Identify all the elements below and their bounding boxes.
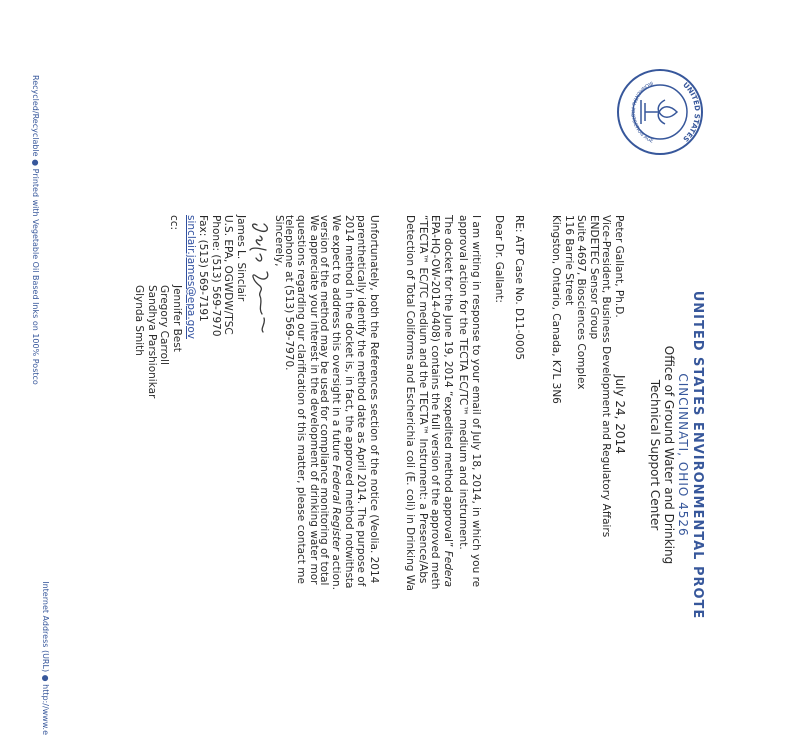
paragraph-line: “TECTA™ EC/TC medium and the TECTA™ Instrument: a Presence/Abs — [417, 215, 429, 584]
paragraph-italic-text: Federal Register — [330, 464, 343, 551]
salutation: Dear Dr. Gallant: — [493, 215, 505, 303]
recipient-line: Suite 4697, Biosciences Complex — [575, 215, 588, 390]
paragraph-text: The docket for the June 19, 2014 “expedited method approval” — [442, 215, 454, 551]
paragraph-line: version of the method may be used for compliance monitoring of total — [318, 215, 330, 586]
cc-label: cc: — [168, 215, 180, 231]
letter-date: July 24, 2014 — [613, 375, 627, 454]
page-footer — [31, 75, 50, 735]
recipient-address — [550, 215, 625, 537]
cc-name: Glynda Smith — [133, 285, 146, 356]
paragraph-line: We appreciate your interest in the development of drinking water mor — [308, 215, 320, 585]
cc-name: Jennifer Best — [171, 285, 183, 352]
epa-seal — [611, 67, 705, 157]
recipient-line: Vice-President, Business Development and Regulatory Affairs — [600, 215, 613, 538]
sender-line: James L. Sinclair — [235, 215, 247, 302]
paragraph-line: Unfortunately, both the References section of the notice (Veolia. 2014 — [368, 215, 380, 584]
paragraph-line: telephone at (513) 569-7970. — [283, 215, 295, 371]
office-subname: Technical Support Center — [648, 379, 662, 531]
seal-top-text: UNITED STATES — [681, 80, 702, 144]
recipient-line: Peter Gallant, Ph.D. — [613, 215, 625, 318]
paragraph-line: Detection of Total Coliforms and Escherichia coli (E. coli) in Drinking Wa — [404, 215, 417, 591]
sender-block — [185, 215, 248, 339]
recipient-line: 116 Barrie Street — [563, 215, 575, 306]
paragraph-4 — [283, 215, 321, 584]
closing: Sincerely, — [273, 215, 285, 267]
cc-name: Gregory Carroll — [158, 285, 171, 365]
paragraph-line: parenthetically identify the method date as April 2014. The purpose of — [355, 215, 368, 587]
sender-email-link[interactable]: sinclair.james@epa.gov — [185, 215, 197, 339]
sender-line: Phone: (513) 569-7970 — [210, 215, 222, 337]
paragraph-italic-text: Federa — [442, 550, 454, 588]
rotated-letter — [5, 75, 705, 735]
agency-name: UNITED STATES ENVIRONMENTAL PROTE — [690, 290, 705, 620]
seal-flower-icon — [641, 100, 677, 124]
recipient-line: Kingston, Ontario, Canada, K7L 3N6 — [550, 215, 563, 404]
paragraph-1 — [457, 215, 482, 587]
seal-bottom-text: IRONMENTAL PROTECTION AGE — [629, 79, 655, 145]
re-line: RE: ATP Case No. D11-0005 — [513, 215, 525, 361]
paragraph-line: approval action for the TECTA EC/TC™ medium and instrument. — [457, 215, 470, 550]
paragraph-3 — [318, 215, 381, 590]
svg-text:UNITED STATES — [681, 81, 701, 143]
paragraph-2 — [404, 215, 454, 591]
letterhead — [648, 195, 705, 715]
cc-list — [133, 285, 183, 398]
paragraph-line: 2014 method in the docket is, in fact, the approved method notwithsta — [343, 215, 355, 589]
paragraph-line: I am writing in response to your email of July 18, 2014, in which you re — [470, 215, 482, 588]
paragraph-line — [442, 215, 455, 591]
sender-line: Fax: (513) 569-7191 — [197, 215, 210, 322]
footer-recycled-note: Recycled/Recyclable ● Printed with Vegetable Oil Based Inks on 100% Postco — [31, 75, 40, 385]
sender-line: U.S. EPA, OGWDW/TSC — [222, 215, 235, 335]
paragraph-text: action. — [330, 550, 343, 590]
paragraph-line — [330, 215, 343, 590]
paragraph-text: We expect to address this oversight in a future — [330, 215, 343, 465]
agency-city: CINCINNATI, OHIO 4526 — [676, 373, 690, 537]
cc-name: Sandhya Parshionikar — [146, 285, 158, 399]
office-name: Office of Ground Water and Drinking — [662, 345, 676, 565]
paragraph-line: EPA-HQ-OW-2014-0408) contains the full version of the approved meth — [429, 215, 442, 590]
recipient-line: ENDETEC Sensor Group — [588, 215, 600, 340]
footer-url: Internet Address (URL) ● http://www.e — [41, 581, 50, 735]
paragraph-line: questions regarding our clarification of this matter, please contact me — [295, 215, 308, 584]
